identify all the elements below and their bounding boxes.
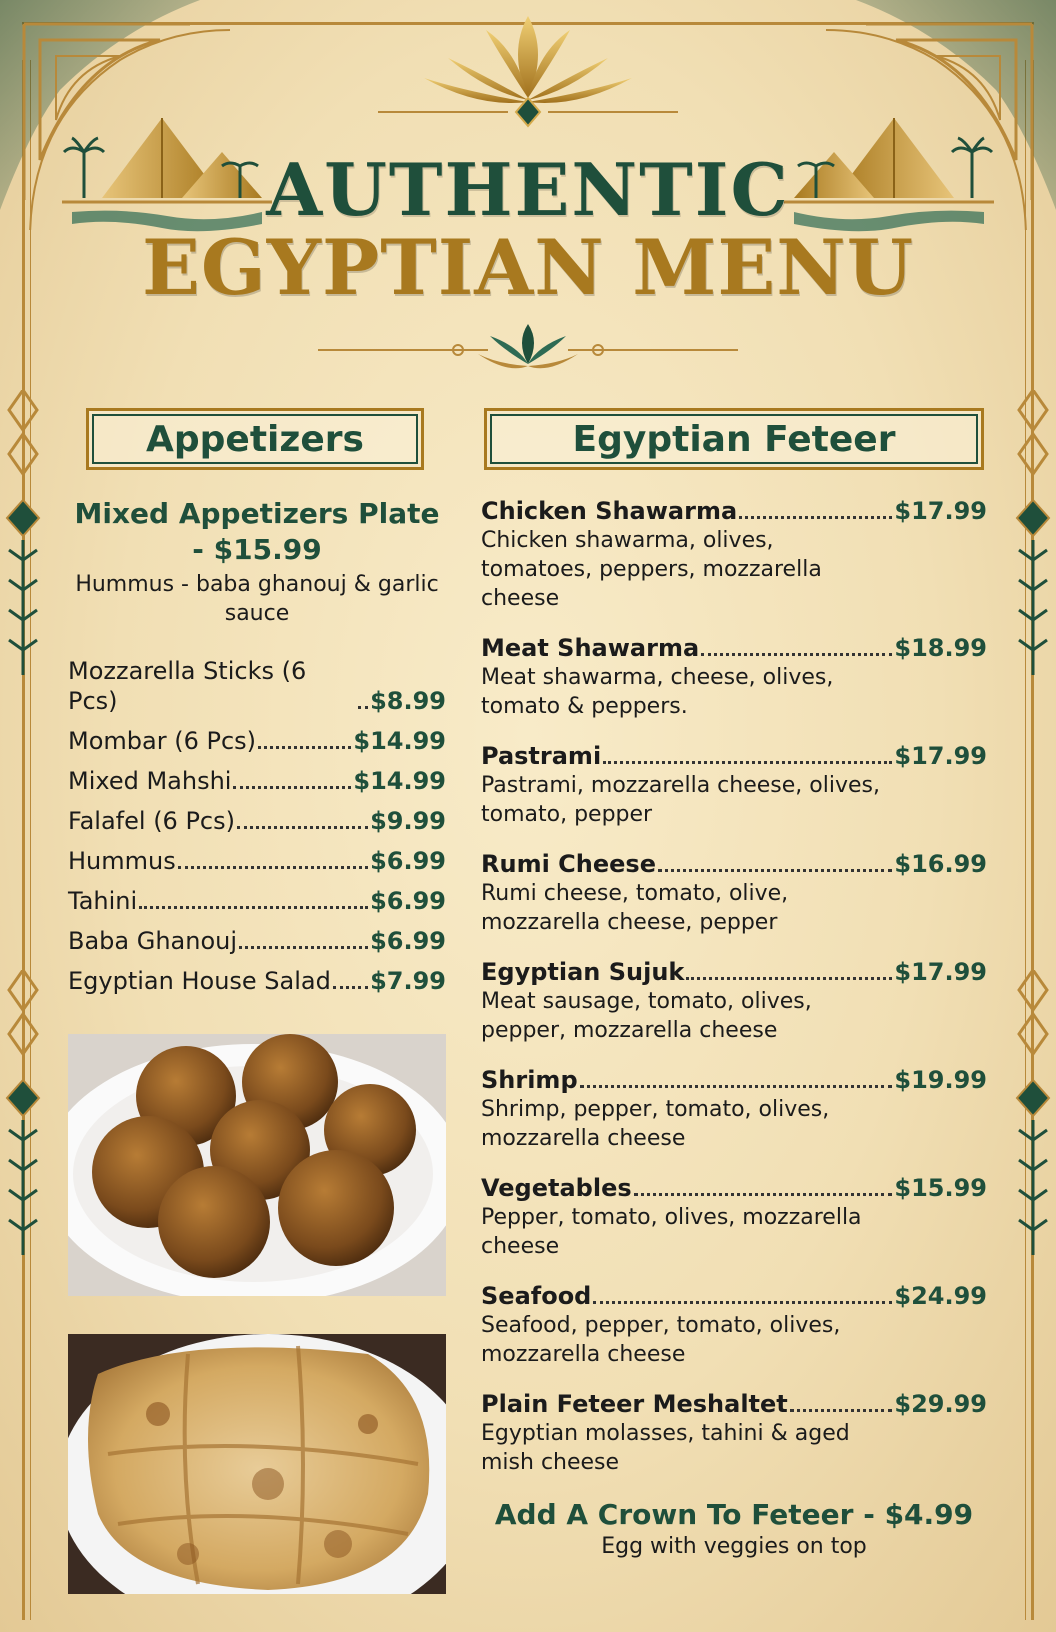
item-desc: Meat sausage, tomato, olives, pepper, mozzarella cheese: [481, 989, 812, 1043]
menu-item: [481, 849, 987, 937]
dot-leader: [139, 906, 368, 909]
side-ornament-icon: [3, 970, 43, 1260]
feteer-heading: Egyptian Feteer: [572, 418, 896, 460]
item-price: $24.99: [894, 1282, 987, 1310]
item-desc: Chicken shawarma, olives, tomatoes, peppers, mozzarella cheese: [481, 528, 822, 611]
dot-leader: [358, 706, 368, 709]
list-item: [68, 916, 446, 956]
dot-leader: [686, 977, 892, 980]
item-name: Chicken Shawarma: [481, 497, 738, 525]
side-ornament-icon: [1013, 970, 1053, 1260]
side-ornament-icon: [3, 390, 43, 680]
item-name: Falafel (6 Pcs): [68, 807, 235, 835]
item-name: Mixed Mahshi: [68, 767, 232, 795]
lotus-divider-icon: [318, 320, 738, 380]
appetizers-heading: Appetizers: [146, 418, 364, 460]
item-desc: Egyptian molasses, tahini & aged mish cheese: [481, 1421, 850, 1475]
falafel-photo: [68, 1034, 446, 1296]
featured-item: [68, 496, 446, 628]
dot-leader: [603, 761, 892, 764]
dot-leader: [237, 826, 368, 829]
dot-leader: [580, 1085, 893, 1088]
item-price: $17.99: [894, 742, 987, 770]
dot-leader: [593, 1301, 892, 1304]
title-line-1: AUTHENTIC: [266, 147, 790, 232]
featured-item-desc: Hummus - baba ghanouj & garlic sauce: [75, 572, 439, 626]
item-desc: Rumi cheese, tomato, olive, mozzarella cheese, pepper: [481, 881, 789, 935]
dot-leader: [634, 1193, 893, 1196]
item-name: Hummus: [68, 847, 176, 875]
item-name: Shrimp: [481, 1066, 578, 1094]
addon-item: [481, 1497, 987, 1561]
list-item: [68, 796, 446, 836]
dot-leader: [239, 946, 368, 949]
menu-item: [481, 633, 987, 721]
list-item: [68, 716, 446, 756]
dot-leader: [790, 1409, 893, 1412]
addon-name: Add A Crown To Feteer - $4.99: [494, 1498, 974, 1531]
item-desc: Pepper, tomato, olives, mozzarella cheese: [481, 1205, 862, 1259]
item-price: $15.99: [894, 1174, 987, 1202]
feteer-column: [481, 496, 987, 1561]
feteer-heading-box: [484, 408, 984, 470]
menu-item: [481, 1281, 987, 1369]
item-price: $17.99: [894, 497, 987, 525]
lotus-icon: [378, 12, 678, 130]
item-name: Mozzarella Sticks (6 Pcs): [68, 657, 307, 715]
item-price: $6.99: [370, 887, 446, 915]
item-name: Meat Shawarma: [481, 634, 700, 662]
item-price: $7.99: [370, 967, 446, 995]
dot-leader: [233, 786, 351, 789]
list-item: [68, 836, 446, 876]
list-item: [68, 876, 446, 916]
list-item: [68, 646, 446, 716]
dot-leader: [333, 986, 368, 989]
item-price: $16.99: [894, 850, 987, 878]
item-price: $14.99: [353, 727, 446, 755]
menu-item: [481, 1173, 987, 1261]
addon-desc: Egg with veggies on top: [601, 1534, 867, 1559]
menu-item: [481, 1065, 987, 1153]
dot-leader: [658, 869, 892, 872]
menu-item: [481, 741, 987, 829]
featured-item-name: Mixed Appetizers Plate - $15.99: [74, 497, 440, 566]
appetizers-column: [68, 496, 446, 996]
item-name: Seafood: [481, 1282, 592, 1310]
dot-leader: [258, 746, 351, 749]
item-price: $18.99: [894, 634, 987, 662]
side-ornament-icon: [1013, 390, 1053, 680]
item-desc: Seafood, pepper, tomato, olives, mozzarella cheese: [481, 1313, 841, 1367]
menu-item: [481, 957, 987, 1045]
item-desc: Meat shawarma, cheese, olives, tomato & peppers.: [481, 665, 834, 719]
item-name: Vegetables: [481, 1174, 632, 1202]
item-name: Plain Feteer Meshaltet: [481, 1390, 788, 1418]
feteer-photo: [68, 1334, 446, 1594]
title-line-2: EGYPTIAN MENU: [141, 223, 915, 312]
item-price: $19.99: [894, 1066, 987, 1094]
item-desc: Pastrami, mozzarella cheese, olives, tomato, pepper: [481, 773, 880, 827]
item-price: $29.99: [894, 1390, 987, 1418]
item-price: $6.99: [370, 927, 446, 955]
item-name: Tahini: [68, 887, 138, 915]
item-name: Egyptian House Salad: [68, 967, 331, 995]
item-name: Pastrami: [481, 742, 602, 770]
item-price: $14.99: [353, 767, 446, 795]
dot-leader: [701, 653, 892, 656]
dot-leader: [178, 866, 368, 869]
menu-item: [481, 1389, 987, 1477]
item-name: Rumi Cheese: [481, 850, 656, 878]
page-title: [0, 147, 1056, 312]
item-desc: Shrimp, pepper, tomato, olives, mozzarella cheese: [481, 1097, 830, 1151]
item-name: Baba Ghanouj: [68, 927, 238, 955]
item-price: $8.99: [370, 687, 446, 715]
list-item: [68, 956, 446, 996]
item-price: $9.99: [370, 807, 446, 835]
item-price: $17.99: [894, 958, 987, 986]
dot-leader: [739, 516, 892, 519]
item-price: $6.99: [370, 847, 446, 875]
menu-item: [481, 496, 987, 613]
list-item: [68, 756, 446, 796]
item-name: Egyptian Sujuk: [481, 958, 685, 986]
appetizers-heading-box: [86, 408, 424, 470]
item-name: Mombar (6 Pcs): [68, 727, 257, 755]
